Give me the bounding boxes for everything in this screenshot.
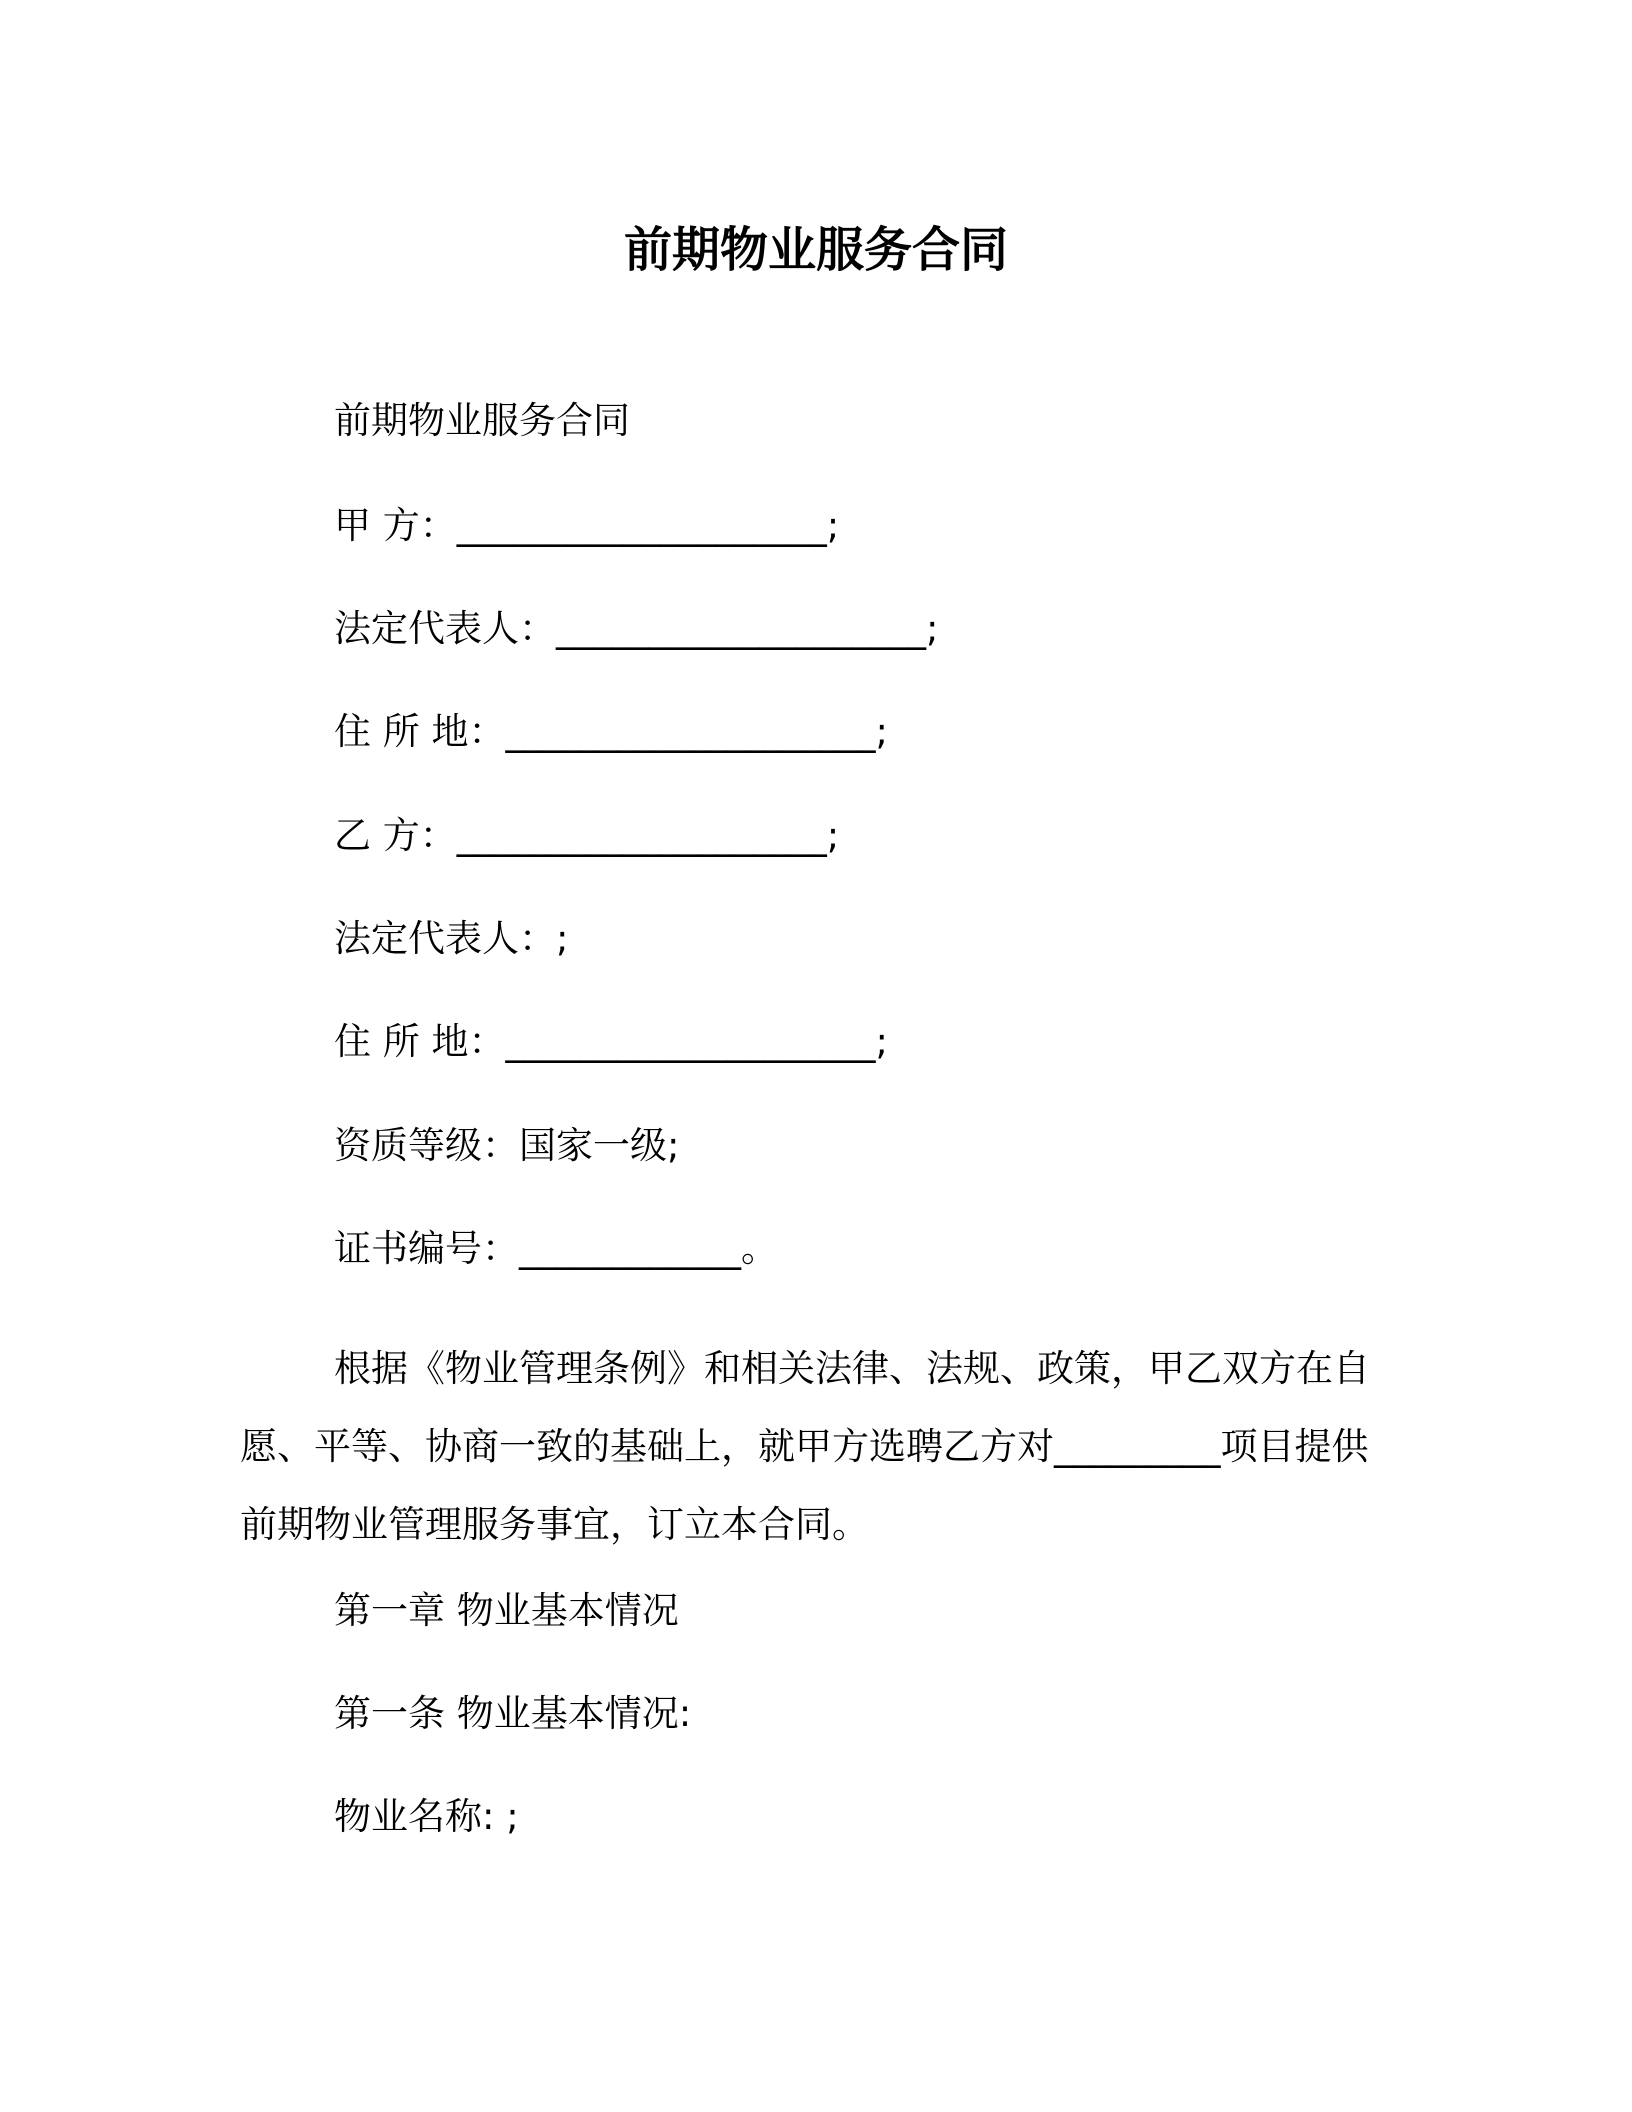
document-title: 前期物业服务合同 [623, 222, 1008, 278]
party-b-legal-rep-line: 法定代表人：; [334, 917, 569, 960]
party-b-line: 乙 方：____________________; [334, 814, 840, 857]
party-b-address-line: 住 所 地：____________________; [334, 1020, 888, 1063]
party-a-line: 甲 方：____________________; [334, 504, 840, 547]
party-a-legal-rep-line: 法定代表人：____________________; [334, 607, 939, 650]
intro-paragraph: 根据《物业管理条例》和相关法律、法规、政策，甲乙双方在自愿、平等、协商一致的基础上，就甲方选聘乙方对_________项目提供前期物业管理服务事宜，订立本合同。 [240, 1347, 1370, 1546]
party-a-address-line: 住 所 地：____________________; [334, 710, 888, 753]
subtitle-line: 前期物业服务合同 [334, 399, 630, 442]
chapter-heading: 第一章 物业基本情况 [334, 1589, 679, 1632]
certificate-number-line: 证书编号：____________。 [334, 1227, 778, 1270]
article-heading: 第一条 物业基本情况: [334, 1692, 692, 1735]
qualification-level-line: 资质等级：国家一级; [334, 1124, 680, 1167]
property-name-line: 物业名称: ; [334, 1795, 519, 1838]
